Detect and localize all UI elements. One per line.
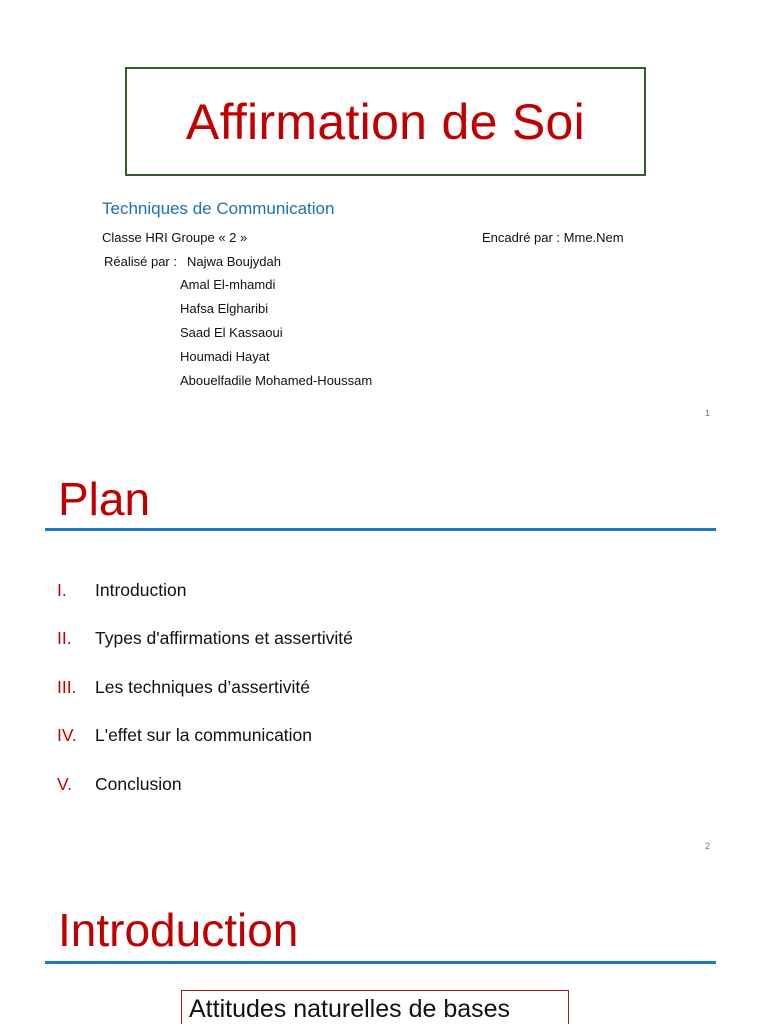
list-item-label: L'effet sur la communication [95, 725, 313, 746]
made-by-label: Réalisé par : [104, 254, 177, 269]
list-item-number: V. [57, 773, 72, 794]
introduction-heading: Introduction [58, 904, 299, 956]
plan-heading: Plan [58, 473, 151, 525]
author-name: Amal El-mhamdi [180, 277, 276, 292]
heading-underline [45, 961, 716, 964]
list-item [57, 663, 353, 712]
document-title: Affirmation de Soi [185, 93, 586, 150]
list-item [57, 566, 353, 615]
plan-list [57, 566, 353, 809]
list-item-number: II. [57, 628, 72, 649]
list-item [57, 615, 353, 664]
subtitle: Techniques de Communication [102, 199, 335, 218]
supervisor-line: Encadré par : Mme.Nem [482, 230, 624, 245]
author-name: Houmadi Hayat [180, 349, 270, 364]
list-item-number: IV. [57, 725, 77, 746]
list-item-number: I. [57, 579, 67, 600]
list-item-label: Conclusion [95, 773, 182, 794]
list-item [57, 712, 353, 761]
page-number: 1 [705, 408, 711, 418]
title-box [125, 67, 646, 176]
author-name: Hafsa Elgharibi [180, 301, 269, 316]
list-item-number: III. [57, 676, 77, 697]
list-item-label: Les techniques d’assertivité [95, 676, 310, 697]
author-name: Najwa Boujydah [187, 254, 281, 269]
class-line: Classe HRI Groupe « 2 » [102, 230, 248, 245]
author-name: Abouelfadile Mohamed-Houssam [180, 373, 373, 388]
list-item-label: Types d'affirmations et assertivité [95, 628, 353, 649]
heading-underline [45, 528, 716, 531]
author-name: Saad El Kassaoui [180, 325, 283, 340]
list-item [57, 760, 353, 809]
list-item-label: Introduction [95, 579, 187, 600]
callout-box: Attitudes naturelles de bases [181, 990, 569, 1024]
page-number: 2 [705, 841, 711, 851]
